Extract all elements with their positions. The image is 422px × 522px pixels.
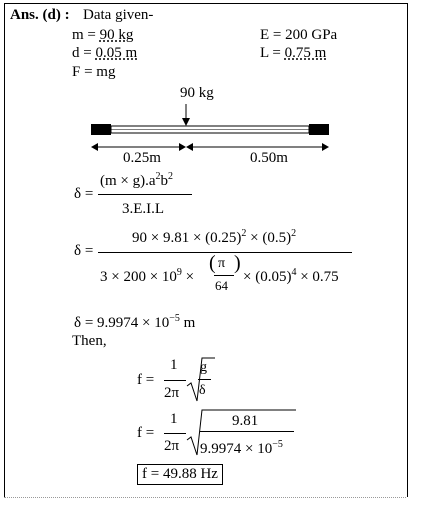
f1-g: g [200, 360, 207, 375]
final-answer: f = 49.88 Hz [137, 464, 223, 485]
eq1-fraction-bar [98, 194, 192, 195]
given-d: d = 0.05 m [72, 45, 138, 61]
right-support [309, 124, 329, 135]
f2-num: 9.81 [232, 413, 259, 429]
f1-inner-bar [198, 379, 211, 380]
span-left-label: 0.25m [123, 150, 161, 166]
span-right-label: 0.50m [250, 150, 288, 166]
given-m: m = 90 kg [72, 27, 134, 43]
f1-one: 1 [170, 357, 178, 373]
f2-two-pi: 2π [164, 438, 180, 454]
eq2-paren-close: ) [234, 252, 241, 274]
heading-text: Data given- [83, 7, 154, 23]
eq1-lhs: δ = [74, 186, 94, 202]
f1-bar [164, 380, 186, 381]
eq2-pi: π [218, 256, 226, 271]
eq2-numerator: $90 \times 9.81 \times (0.25)^2 \times (0.5)^2$ [132, 228, 297, 246]
eq2-paren-open: ( [209, 252, 216, 274]
answer-label: Ans. (d) : [10, 7, 70, 23]
f2-lhs: f = [137, 425, 155, 441]
f2-one: 1 [170, 411, 178, 427]
given-L: L = 0.75 m [260, 45, 327, 61]
left-support [91, 124, 111, 135]
given-E: E = 200 GPa [260, 27, 338, 43]
f1-two-pi: 2π [164, 385, 180, 401]
f2-inner-bar [200, 431, 294, 432]
given-F: F = mg [72, 64, 116, 80]
f1-delta: δ [199, 383, 206, 398]
eq2-pi-den: 64 [215, 278, 228, 293]
eq1-denominator: 3.E.I.L [122, 201, 165, 217]
eq2-denominator-a: $3 \times 200 \times 10^9$ × [100, 267, 195, 285]
eq1-numerator: $(m \times g).a^2b^2$ [100, 171, 174, 189]
eq2-denominator-b: × $(0.05)^4 \times 0.75$ [243, 267, 339, 285]
bottom-dotted-line [4, 497, 406, 498]
eq2-pi-bar [214, 275, 234, 276]
then-label: Then, [72, 333, 107, 349]
load-arrow-head [182, 118, 190, 126]
eq2-lhs: δ = [74, 243, 94, 259]
f1-lhs: f = [137, 372, 155, 388]
delta-result: $\delta = 9.9974 \times 10^{-5}$ m [74, 313, 196, 331]
eq2-fraction-bar [98, 252, 352, 253]
load-label: 90 kg [180, 85, 214, 101]
f2-bar [164, 433, 186, 434]
f2-den: $9.9974 \times 10^{-5}$ [200, 439, 283, 457]
